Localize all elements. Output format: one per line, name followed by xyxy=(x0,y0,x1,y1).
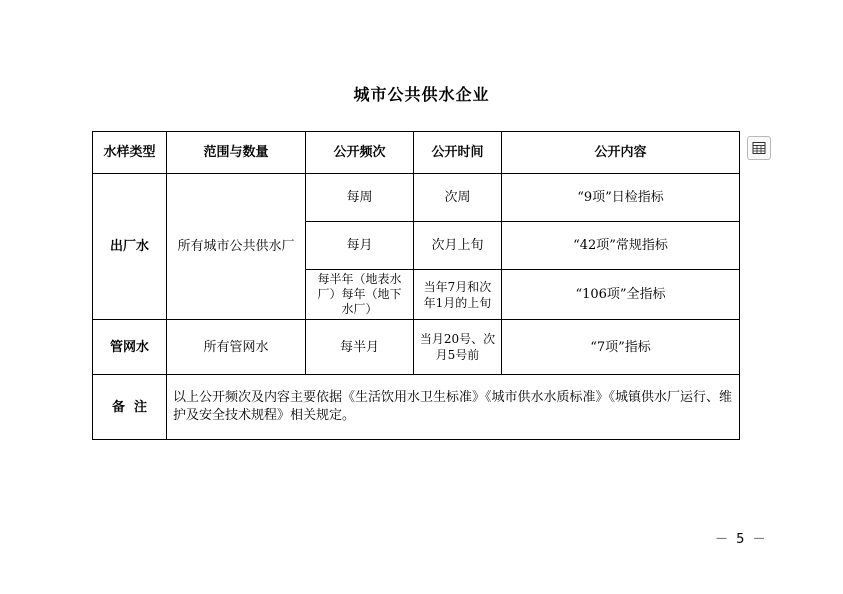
pipe-water-type: 管网水 xyxy=(93,320,167,375)
frequency-cell: 每半月 xyxy=(306,320,414,375)
time-cell: 当月20号、次月5号前 xyxy=(414,320,502,375)
table-row xyxy=(93,174,740,222)
table-view-icon-glyph xyxy=(752,141,766,155)
pipe-water-scope: 所有管网水 xyxy=(167,320,306,375)
header-frequency: 公开频次 xyxy=(306,132,414,174)
content-cell: “7项”指标 xyxy=(502,320,740,375)
frequency-cell: 每周 xyxy=(306,174,414,222)
table-row xyxy=(93,320,740,375)
page-number: － 5 － xyxy=(715,532,768,547)
header-row xyxy=(93,132,740,174)
header-scope: 范围与数量 xyxy=(167,132,306,174)
factory-water-type: 出厂水 xyxy=(93,174,167,320)
factory-water-scope: 所有城市公共供水厂 xyxy=(167,174,306,320)
note-text: 以上公开频次及内容主要依据《生活饮用水卫生标准》《城市供水水质标准》《城镇供水厂运行、维护及安全技术规程》相关规定。 xyxy=(167,375,740,440)
header-time: 公开时间 xyxy=(414,132,502,174)
time-cell: 当年7月和次年1月的上旬 xyxy=(414,270,502,320)
table-view-icon[interactable] xyxy=(747,136,771,160)
content-cell: “42项”常规指标 xyxy=(502,222,740,270)
content-cell: “9项”日检指标 xyxy=(502,174,740,222)
note-row xyxy=(93,375,740,440)
time-cell: 次月上旬 xyxy=(414,222,502,270)
header-sample-type: 水样类型 xyxy=(93,132,167,174)
frequency-cell: 每月 xyxy=(306,222,414,270)
frequency-cell: 每半年（地表水厂）每年（地下水厂） xyxy=(306,270,414,320)
time-cell: 次周 xyxy=(414,174,502,222)
note-label: 备 注 xyxy=(93,375,167,440)
page-title: 城市公共供水企业 xyxy=(353,85,490,104)
content-cell: “106项”全指标 xyxy=(502,270,740,320)
disclosure-table xyxy=(92,131,740,440)
header-content: 公开内容 xyxy=(502,132,740,174)
